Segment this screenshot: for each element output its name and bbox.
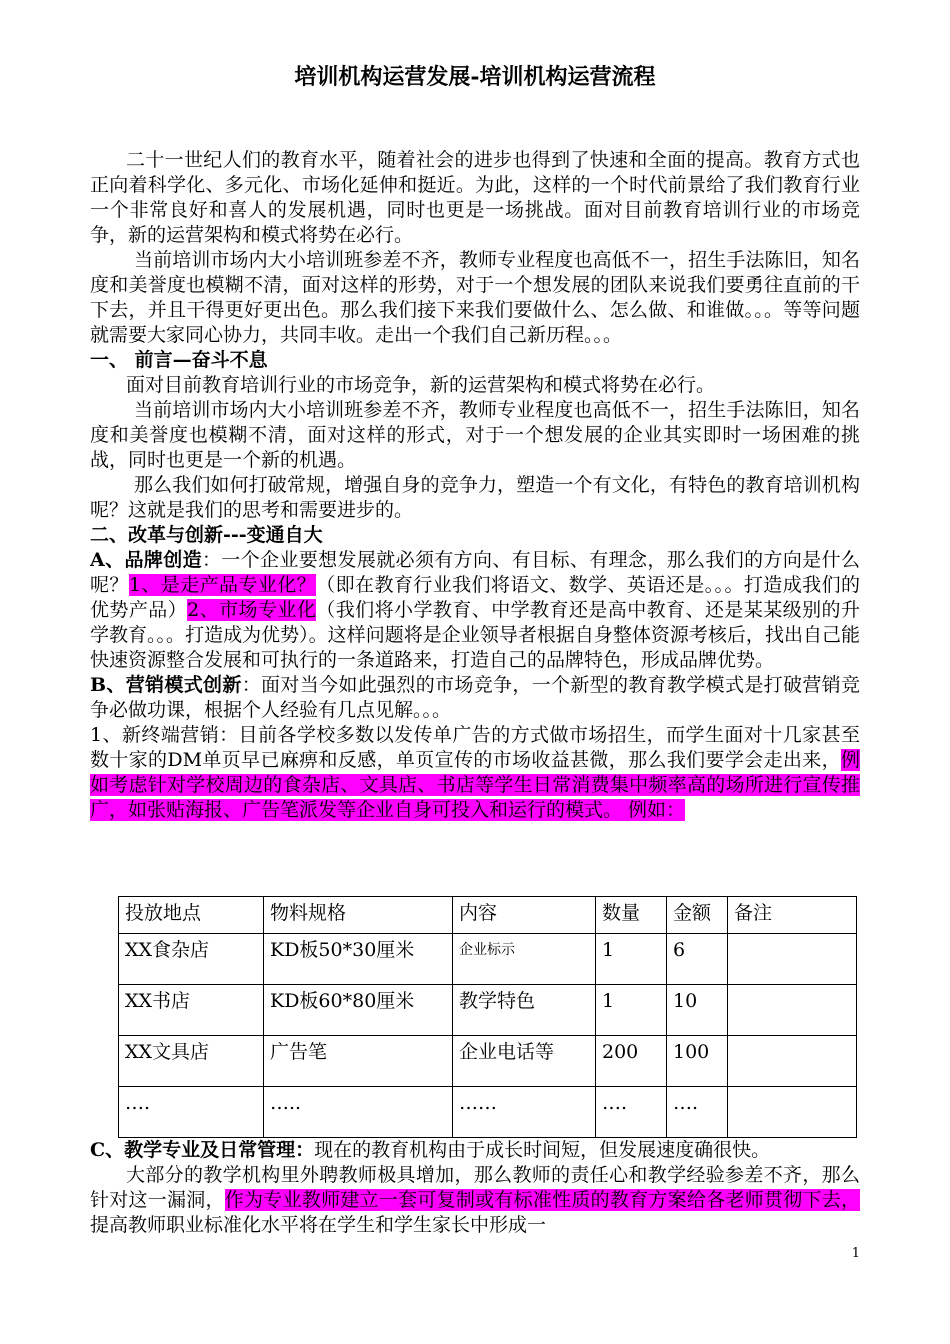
table-cell: XX文具店	[119, 1036, 264, 1087]
table-cell: 广告笔	[264, 1036, 453, 1087]
table-cell: ….	[667, 1087, 728, 1138]
paragraph-terminal-marketing	[90, 723, 860, 823]
table-cell: 企业标示	[453, 934, 596, 985]
paragraph-brand	[90, 548, 860, 673]
table-cell: 10	[667, 985, 728, 1036]
terminal-highlight: 例如考虑针对学校周边的食杂店、文具店、书店等学生日常消费集中频率高的场所进行宣传推广，如张贴海报、广告笔派发等企业自身可投入和运行的模式。 例如：	[90, 749, 860, 821]
table-cell	[728, 1087, 857, 1138]
table-cell: ……	[453, 1087, 596, 1138]
paragraph-market: 当前培训市场内大小培训班参差不齐，教师专业程度也高低不一，招生手法陈旧，知名度和美誉度也模糊不清，面对这样的形势，对于一个想发展的团队来说我们要勇往直前的干下去，并且干得更好更出色。那么我们接下来我们要做什么、怎么做、和谁做。。。等等问题就需要大家同心协力，共同丰收。走出一个我们自己新历程。。。	[90, 249, 860, 346]
table-cell: 教学特色	[453, 985, 596, 1036]
table-cell	[728, 1036, 857, 1087]
teaching-text: 现在的教育机构由于成长时间短，但发展速度确很快。	[314, 1139, 771, 1161]
table-cell: 1	[596, 985, 667, 1036]
table-header-cell: 金额	[667, 897, 728, 934]
document-body	[90, 148, 860, 823]
paragraph-teaching	[90, 1138, 860, 1163]
brand-label: A、品牌创造	[90, 549, 202, 571]
table-cell: …..	[264, 1087, 453, 1138]
paragraph-preface-2: 当前培训市场内大小培训班参差不齐，教师专业程度也高低不一，招生手法陈旧，知名度和美誉度也模糊不清，面对这样的形式，对于一个想发展的企业其实即时一场困难的挑战，同时也更是一个新的机遇。	[90, 399, 860, 471]
table-cell: KD板50*30厘米	[264, 934, 453, 985]
teachers-text-2: 提高教师职业标准化水平将在学生和学生家长中形成一	[90, 1214, 547, 1236]
table-header-cell: 数量	[596, 897, 667, 934]
document-title: 培训机构运营发展-培训机构运营流程	[294, 64, 656, 90]
paragraph-intro: 二十一世纪人们的教育水平，随着社会的进步也得到了快速和全面的提高。教育方式也正向着科学化、多元化、市场化延伸和挺近。为此，这样的一个时代前景给了我们教育行业一个非常良好和喜人的发展机遇，同时也更是一场挑战。面对目前教育培训行业的市场竞争，新的运营架构和模式将势在必行。	[90, 149, 860, 246]
table-cell: 6	[667, 934, 728, 985]
table-cell: KD板60*80厘米	[264, 985, 453, 1036]
paragraph-preface-1: 面对目前教育培训行业的市场竞争，新的运营架构和模式将势在必行。	[126, 374, 716, 396]
teachers-highlight: 作为专业教师建立一套可复制或有标准性质的教育方案给各老师贯彻下去，	[224, 1189, 860, 1211]
table-cell	[728, 934, 857, 985]
table-header-cell: 内容	[453, 897, 596, 934]
placement-table	[118, 896, 857, 1138]
table-header-cell: 投放地点	[119, 897, 264, 934]
page-number: 1	[851, 1246, 860, 1261]
brand-highlight-1: 1、是走产品专业化？	[128, 574, 317, 596]
paragraph-marketing	[90, 673, 860, 723]
heading-reform: 二、改革与创新---变通自大	[90, 524, 323, 546]
brand-text-3: （我们将小学教育、中学教育还是高中教育、还是某某级别的升学教育。。。打造成为优势）。这样问题将是企业领导者根据自身整体资源考核后，找出自己能快速资源整合发展和可执行的一条道路来，打造自己的品牌特色，形成品牌优势。	[90, 599, 860, 671]
brand-text-1: ：一个企业要想发展就必须有方向、有目标、有理念，那么我们的方向是什么呢？	[90, 549, 860, 596]
table-cell: 1	[596, 934, 667, 985]
table-cell: XX食杂店	[119, 934, 264, 985]
document-body-continued	[90, 1138, 860, 1238]
table-row	[119, 1087, 857, 1138]
table-cell: XX书店	[119, 985, 264, 1036]
table-cell: 企业电话等	[453, 1036, 596, 1087]
table-cell: ….	[596, 1087, 667, 1138]
teaching-label: C、教学专业及日常管理：	[90, 1139, 315, 1161]
table-cell	[728, 985, 857, 1036]
paragraph-teachers	[90, 1163, 860, 1238]
table-row	[119, 985, 857, 1036]
heading-preface: 一、 前言—奋斗不息	[90, 349, 268, 371]
brand-highlight-2: 2、市场专业化	[187, 599, 317, 621]
table-header-cell: 备注	[728, 897, 857, 934]
table-cell: 100	[667, 1036, 728, 1087]
marketing-text: ：面对当今如此强烈的市场竞争，一个新型的教育教学模式是打破营销竞争必做功课，根据个人经验有几点见解。。。	[90, 674, 860, 721]
teachers-text-1: 大部分的教学机构里外聘教师极具增加，那么教师的责任心和教学经验参差不齐，那么针对这一漏洞，	[90, 1164, 860, 1211]
brand-text-2: （即在教育行业我们将语文、数学、英语还是。。。打造成我们的优势产品）	[90, 574, 860, 621]
table-row	[119, 934, 857, 985]
table-header-row	[119, 897, 857, 934]
table-cell: ….	[119, 1087, 264, 1138]
table-cell: 200	[596, 1036, 667, 1087]
marketing-label: B、营销模式创新	[90, 674, 242, 696]
table-header-cell: 物料规格	[264, 897, 453, 934]
paragraph-preface-3: 那么我们如何打破常规，增强自身的竞争力，塑造一个有文化，有特色的教育培训机构呢？这就是我们的思考和需要进步的。	[90, 474, 860, 521]
table-row	[119, 1036, 857, 1087]
terminal-text: 1、新终端营销：目前各学校多数以发传单广告的方式做市场招生，而学生面对十几家甚至数十家的DM单页早已麻痹和反感，单页宣传的市场收益甚微，那么我们要学会走出来，	[90, 724, 860, 771]
